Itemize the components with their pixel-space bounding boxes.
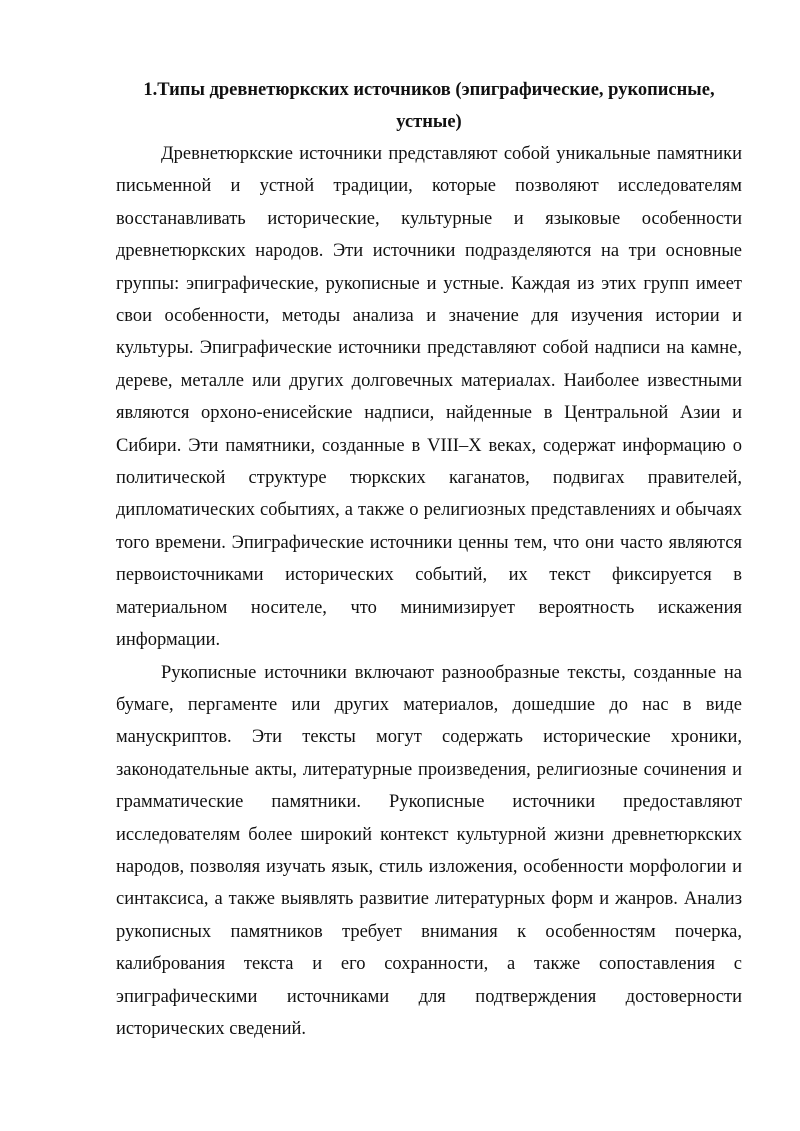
- paragraph-epigraphic-sources: Древнетюркские источники представляют собой уникальные памятники письменной и устной традиции, которые позволяют исследователям восстанавливать исторические, культурные и языковые особенности древнетюркских народов. Эти источники подразделяются на три основные группы: эпиграфические, рукописные и устные. Каждая из этих групп имеет свои особенности, методы анализа и значение для изучения истории и культуры. Эпиграфические источники представляют собой надписи на камне, дереве, металле или других долговечных материалах. Наиболее известными являются орхоно-енисейские надписи, найденные в Центральной Азии и Сибири. Эти памятники, созданные в VIII–X веках, содержат информацию о политической структуре тюркских каганатов, подвигах правителей, дипломатических событиях, а также о религиозных представлениях и обычаях того времени. Эпиграфические источники ценны тем, что они часто являются первоисточниками исторических событий, их текст фиксируется в материальном носителе, что минимизирует вероятность искажения информации.: [116, 144, 742, 651]
- paragraph-manuscript-sources: Рукописные источники включают разнообразные тексты, созданные на бумаге, пергаменте или других материалов, дошедшие до нас в виде манускриптов. Эти тексты могут содержать исторические хроники, законодательные акты, литературные произведения, религиозные сочинения и грамматические памятники. Рукописные источники предоставляют исследователям более широкий контекст культурной жизни древнетюркских народов, позволяя изучать язык, стиль изложения, особенности морфологии и синтаксиса, а также выявлять развитие литературных форм и жанров. Анализ рукописных памятников требует внимания к особенностям почерка, калибрования текста и его сохранности, а также сопоставления с эпиграфическими источниками для подтверждения достоверности исторических сведений.: [116, 662, 742, 1039]
- document-page: [116, 74, 742, 1045]
- section-title: 1.Типы древнетюркских источников (эпиграфические, рукописные, устные): [143, 80, 715, 132]
